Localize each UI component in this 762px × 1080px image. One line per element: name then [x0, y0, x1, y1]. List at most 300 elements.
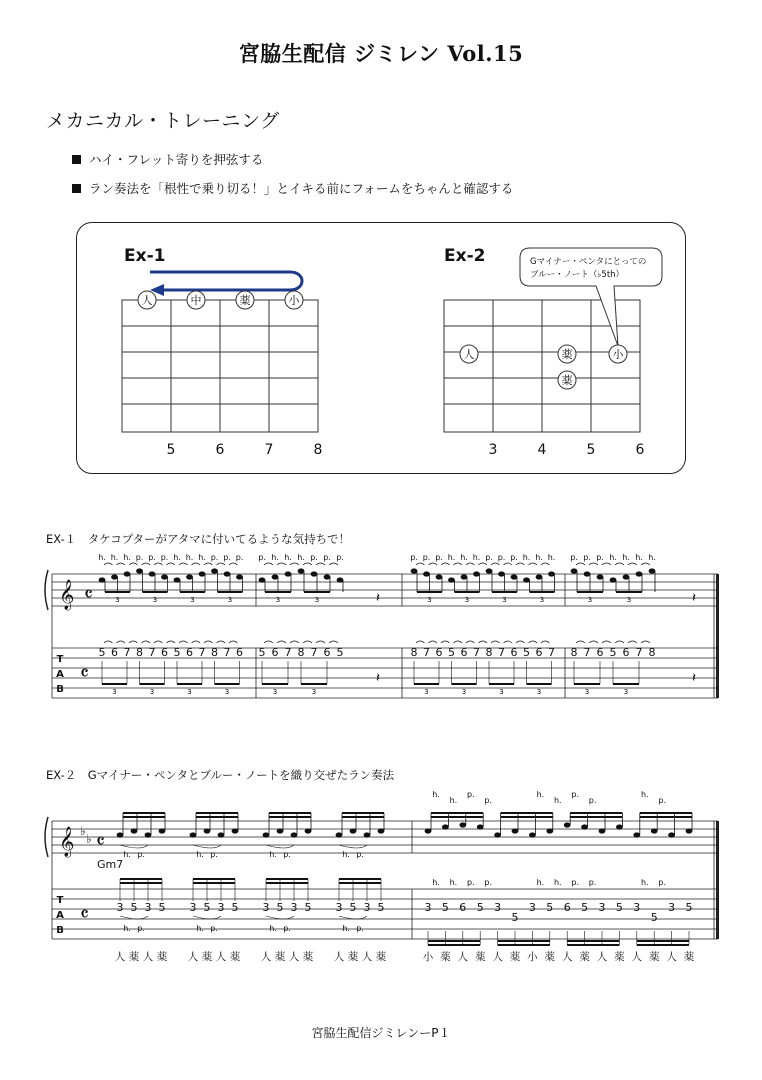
tab-letter: T [56, 654, 64, 665]
tab-letter: T [56, 895, 64, 906]
note-head [263, 832, 270, 837]
ex1-direction-arrow [150, 272, 302, 290]
flat-icon: ♭ [86, 832, 92, 846]
fret-number: 6 [635, 442, 645, 458]
tab-number: 5 [130, 901, 138, 914]
tuplet-number: 3 [461, 688, 467, 696]
finger-label: 小 [612, 348, 624, 361]
tab-number: 5 [650, 911, 658, 924]
articulation-label: p. [210, 850, 218, 859]
fingering-label: 人 [187, 951, 199, 963]
tab-number: 3 [633, 901, 641, 914]
common-time-icon: 𝄴 [96, 829, 105, 853]
tab-number: 6 [460, 646, 468, 659]
fret-number: 5 [166, 442, 176, 458]
note-head [411, 568, 418, 573]
slur-mark [204, 563, 213, 565]
ex1-score [0, 550, 762, 710]
articulation-label: h. [342, 850, 350, 859]
slur-mark [117, 563, 126, 565]
note-head [498, 571, 505, 576]
articulation-label: h. [547, 553, 556, 562]
articulation-label: h. [447, 553, 456, 562]
tab-number: 6 [111, 646, 118, 659]
articulation-label: h. [535, 553, 543, 562]
slur-mark [329, 641, 338, 643]
note-head [291, 832, 298, 837]
fingering-label: 人 [561, 951, 573, 963]
fingering-label: 人 [666, 951, 677, 963]
tab-number: 6 [596, 646, 604, 659]
articulation-label: h. [271, 553, 279, 562]
slur-mark [192, 641, 201, 643]
tab-number: 3 [290, 901, 298, 914]
slur-mark [504, 641, 513, 643]
page-title: 宮脇生配信 ジミレン Vol.15 [238, 41, 524, 66]
rest-icon: 𝄽 [692, 591, 696, 606]
slur-mark [217, 563, 226, 565]
articulation-label: h. [198, 553, 206, 562]
flat-icon: ♭ [80, 824, 86, 838]
tab-number: 3 [528, 901, 536, 914]
fingering-label: 人 [215, 951, 227, 963]
tab-number: 3 [262, 901, 270, 914]
slur-mark [329, 563, 338, 565]
note-head [336, 832, 343, 837]
tab-number: 6 [563, 901, 571, 914]
rest-icon: 𝄽 [376, 671, 380, 686]
articulation-label: p. [410, 553, 418, 562]
tab-number: 8 [485, 646, 493, 659]
note-head [378, 828, 385, 833]
tab-number: 7 [284, 646, 292, 659]
tab-number: 3 [189, 901, 197, 914]
articulation-label: h. [297, 553, 305, 562]
tab-number: 8 [648, 646, 656, 659]
articulation-label: p. [283, 850, 291, 859]
tuplet-number: 3 [224, 688, 230, 696]
articulation-label: h. [536, 790, 545, 799]
tab-number: 3 [363, 901, 371, 914]
fingering-label: 薬 [474, 951, 486, 963]
tab-number: 8 [297, 646, 305, 659]
articulation-label: p. [484, 878, 493, 887]
slur-mark [429, 641, 438, 643]
articulation-label: h. [536, 878, 545, 887]
fingering-label: 薬 [375, 951, 387, 963]
finger-label: 中 [190, 294, 202, 307]
slur-mark [339, 845, 367, 848]
slur-mark [479, 563, 488, 565]
articulation-label: h. [196, 924, 204, 933]
slur-mark [576, 563, 585, 565]
tuplet-number: 3 [536, 688, 542, 696]
articulation-label: p. [135, 553, 144, 562]
slur-mark [615, 641, 624, 643]
slur-mark [576, 641, 585, 643]
slur-mark [466, 563, 475, 565]
note-head [564, 822, 571, 827]
tab-number: 5 [523, 646, 530, 659]
articulation-label: h. [522, 553, 531, 562]
ex1-fretboard-grid [122, 300, 318, 432]
tab-number: 5 [511, 911, 519, 924]
tab-number: 6 [459, 901, 467, 914]
tab-number: 5 [615, 901, 623, 914]
ex1-caption: EX-１ タケコプターがアタマに付いてるような気持ちで！ [46, 532, 351, 546]
articulation-label: p. [356, 924, 364, 933]
note-head [651, 828, 658, 833]
articulation-label: h. [110, 553, 119, 562]
finger-label: 小 [288, 294, 300, 307]
fret-number: 8 [313, 442, 323, 458]
note-head [285, 571, 292, 576]
slur-mark [290, 641, 299, 643]
fingering-label: 薬 [544, 951, 556, 963]
note-head [623, 574, 630, 579]
note-head [364, 832, 371, 837]
callout-line: Gマイナー・ペンタにとっての [530, 257, 647, 267]
tab-number: 5 [448, 646, 455, 659]
slur-mark [441, 563, 450, 565]
slur-mark [266, 916, 294, 919]
slur-mark [602, 563, 611, 565]
tab-number: 7 [198, 646, 206, 659]
fingering-label: 人 [631, 951, 643, 963]
note-head [548, 571, 555, 576]
ex2-label: Ex-2 [444, 246, 486, 266]
note-head [149, 571, 156, 576]
tab-number: 5 [304, 901, 312, 914]
tab-number: 7 [583, 646, 591, 659]
fingering-label: 人 [333, 951, 345, 963]
note-head [236, 574, 243, 579]
articulation-label: h. [98, 553, 106, 562]
note-head [571, 568, 578, 573]
finger-label: 薬 [561, 374, 573, 387]
bullet-text: ラン奏法を「根性で乗り切る！」とイキる前にフォームをちゃんと確認する [89, 181, 514, 196]
note-head [211, 568, 218, 573]
tab-number: 3 [598, 901, 606, 914]
tab-number: 6 [510, 646, 518, 659]
slur-mark [339, 916, 367, 919]
slur-mark [129, 563, 138, 565]
fingering-label: 人 [361, 951, 373, 963]
slur-mark [142, 563, 151, 565]
tab-number: 6 [435, 646, 443, 659]
ex2-notes [117, 790, 693, 859]
note-head [124, 571, 131, 576]
fingering-label: 人 [142, 951, 154, 963]
fingering-label: 小 [527, 951, 538, 963]
slur-mark [316, 563, 325, 565]
tab-number: 5 [441, 901, 449, 914]
tuplet-number: 3 [152, 596, 158, 604]
articulation-label: p. [137, 924, 145, 933]
slur-mark [628, 641, 637, 643]
note-head [616, 824, 623, 829]
slur-mark [541, 563, 550, 565]
note-head [159, 828, 166, 833]
articulation-label: h. [648, 553, 656, 562]
slur-mark [120, 845, 148, 848]
common-time-icon: 𝄴 [80, 661, 89, 685]
slur-mark [277, 641, 286, 643]
tuplet-number: 3 [464, 596, 470, 604]
slur-mark [117, 641, 126, 643]
note-head [224, 571, 231, 576]
note-head [425, 828, 432, 833]
tab-number: 5 [581, 901, 589, 914]
articulation-label: p. [484, 796, 493, 805]
fingering-label: 人 [596, 951, 608, 963]
fingering-label: 人 [114, 951, 126, 963]
slur-mark [615, 563, 624, 565]
slur-mark [154, 641, 163, 643]
tab-number: 6 [323, 646, 331, 659]
fret-number: 6 [215, 442, 225, 458]
slur-mark [516, 641, 525, 643]
fingering-label: 人 [492, 951, 503, 963]
fingering-label: 人 [260, 951, 272, 963]
tab-letter: B [56, 925, 64, 936]
tuplet-number: 3 [190, 596, 195, 604]
tab-letter: A [56, 910, 64, 921]
articulation-label: h. [609, 553, 617, 562]
note-head [494, 832, 501, 837]
slur-mark [454, 563, 463, 565]
fingering-label: 薬 [509, 951, 521, 963]
tab-number: 6 [535, 646, 543, 659]
tab-number: 5 [609, 646, 617, 659]
articulation-label: p. [571, 878, 580, 887]
articulation-label: p. [137, 850, 145, 859]
fret-number: 3 [488, 442, 498, 458]
fret-number: 5 [586, 442, 596, 458]
tab-number: 5 [685, 901, 693, 914]
tuplet-number: 3 [112, 688, 117, 696]
slur-mark [429, 563, 438, 565]
articulation-label: h. [123, 553, 131, 562]
note-head [448, 577, 455, 582]
articulation-label: h. [185, 553, 194, 562]
articulation-label: h. [196, 850, 204, 859]
articulation-label: p. [210, 924, 218, 933]
note-head [459, 822, 466, 827]
slur-mark [589, 563, 598, 565]
slur-mark [454, 641, 463, 643]
note-head [324, 574, 331, 579]
note-head [668, 832, 675, 837]
slur-mark [290, 563, 299, 565]
fingering-label: 小 [422, 951, 434, 963]
fingering-label: 薬 [156, 951, 168, 963]
tab-number: 3 [424, 901, 432, 914]
note-head [599, 828, 606, 833]
articulation-label: p. [466, 878, 475, 887]
tuplet-number: 3 [115, 596, 120, 604]
note-head [686, 828, 693, 833]
note-head [461, 574, 468, 579]
treble-clef-icon: 𝄞 [59, 827, 75, 857]
note-head [99, 577, 106, 582]
articulation-label: p. [148, 553, 156, 562]
slur-mark [303, 563, 312, 565]
note-head [486, 568, 493, 573]
note-head [161, 574, 168, 579]
slur-mark [491, 641, 500, 643]
tab-number: 7 [148, 646, 156, 659]
note-head [311, 571, 318, 576]
slur-mark [277, 563, 286, 565]
finger-label: 人 [141, 294, 153, 307]
tab-number: 6 [622, 646, 630, 659]
tab-number: 3 [668, 901, 676, 914]
ex2-tab-numbers [117, 878, 693, 945]
tab-number: 5 [336, 646, 344, 659]
note-head [511, 574, 518, 579]
tab-number: 5 [173, 646, 181, 659]
note-head [186, 574, 193, 579]
tab-number: 3 [144, 901, 152, 914]
articulation-label: p. [323, 553, 331, 562]
fingering-label: 薬 [347, 951, 359, 963]
articulation-label: h. [640, 790, 649, 799]
slur-mark [167, 563, 176, 565]
articulation-label: p. [223, 553, 231, 562]
articulation-label: h. [553, 878, 562, 887]
finger-label: 人 [463, 348, 475, 361]
articulation-label: h. [123, 850, 131, 859]
note-head [610, 577, 617, 582]
slur-mark [264, 641, 273, 643]
note-head [581, 824, 588, 829]
note-head [232, 828, 239, 833]
tab-number: 5 [349, 901, 357, 914]
bullet-text: ハイ・フレット寄りを押弦する [89, 152, 264, 167]
articulation-label: h. [640, 878, 649, 887]
slur-mark [229, 641, 238, 643]
articulation-label: p. [596, 553, 604, 562]
articulation-label: p. [466, 790, 475, 799]
tuplet-number: 3 [623, 688, 629, 696]
note-head [584, 571, 591, 576]
fingering-label: 薬 [128, 951, 140, 963]
slur-mark [193, 916, 221, 919]
page-footer: 宮脇生配信ジミレンーP１ [311, 1026, 451, 1040]
ex2-score [0, 785, 762, 975]
tab-number: 8 [211, 646, 218, 659]
articulation-label: p. [310, 553, 318, 562]
note-head [117, 832, 124, 837]
slur-mark [479, 641, 488, 643]
tab-number: 7 [123, 646, 131, 659]
note-head [597, 574, 604, 579]
articulation-label: h. [269, 850, 277, 859]
slur-mark [541, 641, 550, 643]
slur-mark [179, 641, 188, 643]
tab-number: 6 [186, 646, 193, 659]
slur-mark [217, 641, 226, 643]
articulation-label: h. [123, 924, 131, 933]
fingering-label: 薬 [229, 951, 241, 963]
treble-clef-icon: 𝄞 [59, 580, 75, 610]
tab-number: 6 [161, 646, 168, 659]
tab-number: 6 [236, 646, 243, 659]
slur-mark [416, 563, 425, 565]
articulation-label: p. [583, 553, 591, 562]
slur-mark [628, 563, 637, 565]
note-head [305, 828, 312, 833]
articulation-label: p. [258, 553, 266, 562]
articulation-label: h. [622, 553, 630, 562]
tuplet-number: 3 [502, 596, 507, 604]
slur-mark [142, 641, 151, 643]
note-head [512, 828, 519, 833]
note-head [259, 577, 266, 582]
slur-mark [491, 563, 500, 565]
articulation-label: p. [497, 553, 506, 562]
articulation-label: h. [432, 790, 440, 799]
slur-mark [516, 563, 525, 565]
tuplet-number: 3 [311, 688, 317, 696]
slur-mark [154, 563, 163, 565]
articulation-label: h. [635, 553, 643, 562]
articulation-label: h. [432, 878, 440, 887]
tab-number: 7 [498, 646, 505, 659]
fingering-label: 薬 [201, 951, 213, 963]
slur-mark [229, 563, 238, 565]
tab-number: 5 [98, 646, 106, 659]
slur-mark [529, 641, 538, 643]
tab-number: 8 [136, 646, 143, 659]
tab-number: 5 [276, 901, 284, 914]
slur-mark [303, 641, 312, 643]
tab-letter: B [56, 684, 64, 695]
fret-number: 7 [264, 442, 274, 458]
note-head [337, 577, 344, 582]
fingering-label: 人 [457, 951, 469, 963]
articulation-label: p. [356, 850, 364, 859]
note-head [199, 571, 206, 576]
slur-mark [104, 563, 113, 565]
fret-number: 4 [537, 442, 547, 458]
articulation-label: p. [588, 796, 597, 805]
tab-number: 8 [410, 646, 418, 659]
note-head [546, 828, 553, 833]
articulation-label: p. [658, 878, 667, 887]
tuplet-number: 3 [314, 596, 320, 604]
note-head [298, 568, 305, 573]
tab-number: 3 [116, 901, 124, 914]
note-head [442, 824, 449, 829]
tuplet-number: 3 [149, 688, 155, 696]
note-head [636, 571, 643, 576]
articulation-label: h. [342, 924, 350, 933]
articulation-label: h. [449, 878, 458, 887]
tuplet-number: 3 [227, 596, 233, 604]
fingering-label: 薬 [579, 951, 590, 963]
slur-mark [264, 563, 273, 565]
tab-number: 8 [570, 646, 578, 659]
tab-number: 7 [310, 646, 318, 659]
articulation-label: p. [510, 553, 518, 562]
note-head [350, 828, 357, 833]
note-head [145, 832, 152, 837]
articulation-label: p. [658, 796, 667, 805]
tab-number: 7 [473, 646, 480, 659]
callout-line: ブルー・ノート（♭5th） [530, 270, 625, 280]
